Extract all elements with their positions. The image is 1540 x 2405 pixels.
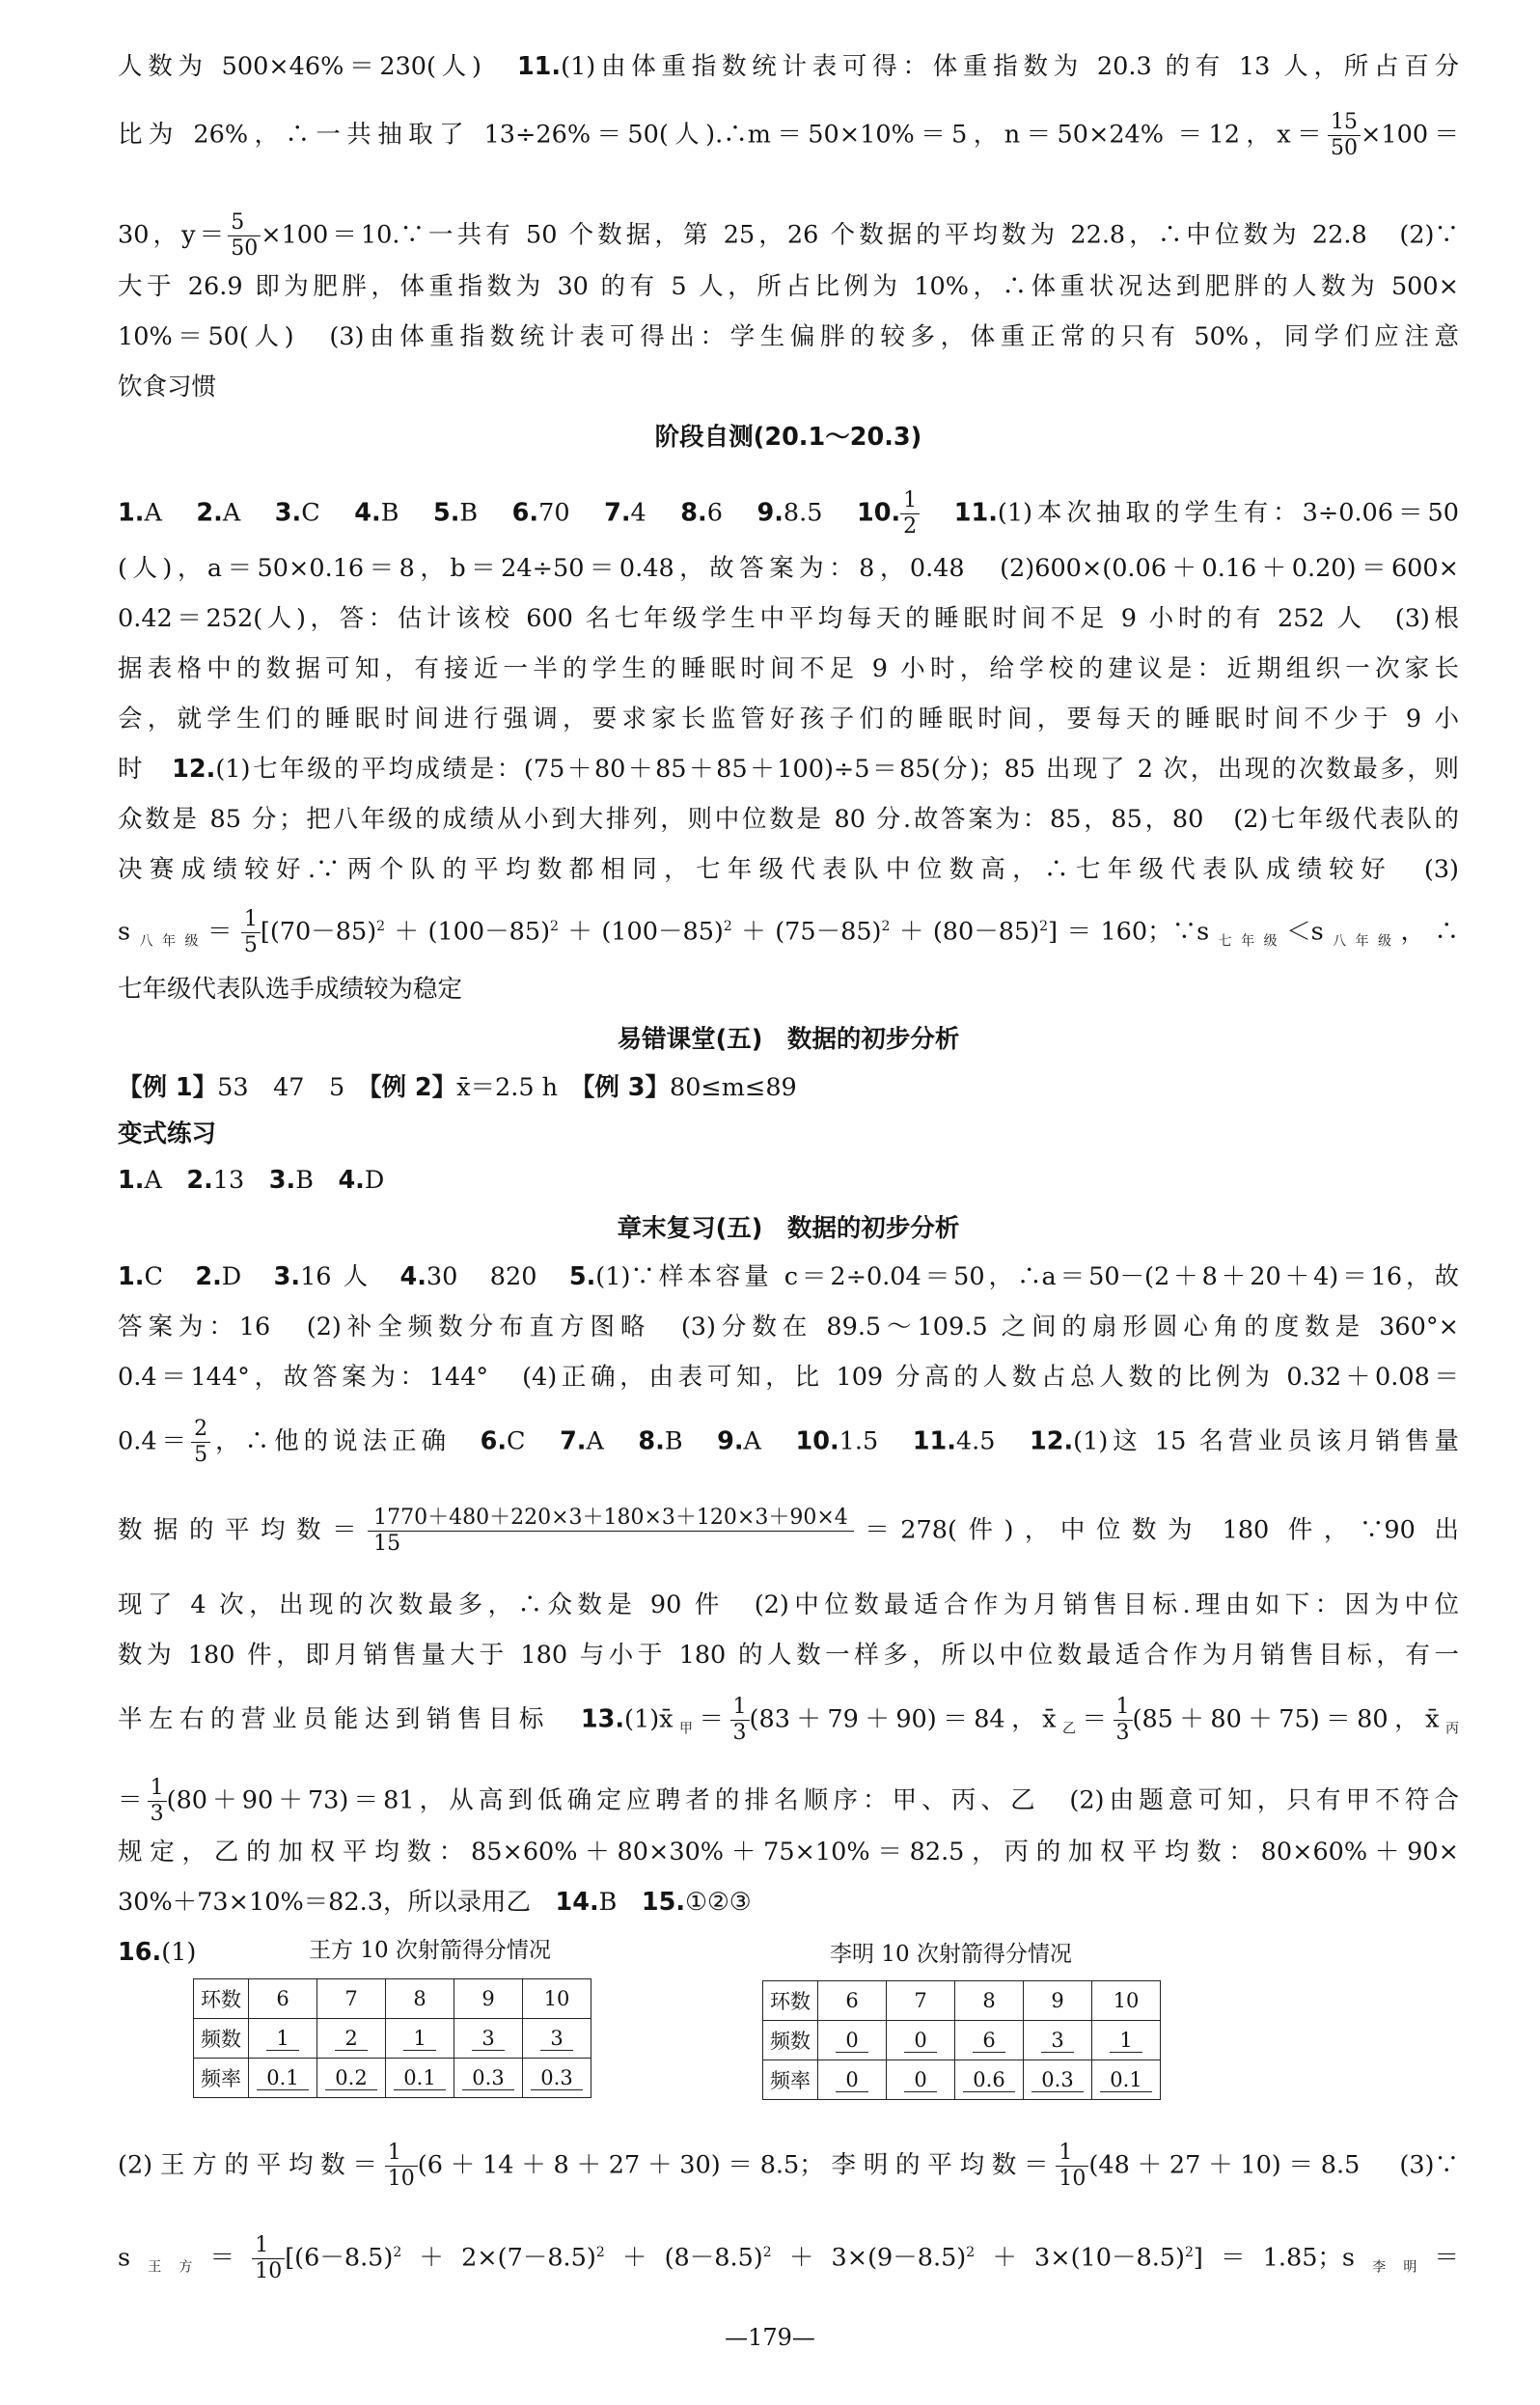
liming-score-table <box>762 1980 1161 2100</box>
table-cell: 0 <box>818 2060 887 2100</box>
table-cell: 0.2 <box>317 2059 386 2098</box>
table-cell: 0 <box>887 2021 955 2060</box>
table-row <box>194 2019 591 2059</box>
table-row <box>194 1979 591 2019</box>
text-line: 现了 4 次，出现的次数最多，∴众数是 90 件 (2)中位数最适合作为月销售目标.理由如下：因为中位 <box>118 1590 1459 1619</box>
text-line: 16.(1) <box>118 1938 197 1967</box>
table-cell: 0.3 <box>454 2059 523 2098</box>
text-line: 10%＝50(人) (3)由体重指数统计表可得出：学生偏胖的较多，体重正常的只有 50%，同学们应注意 <box>118 322 1459 351</box>
fraction: $\frac{1}{5}$ <box>241 907 261 958</box>
text-line: (人)，a＝50×0.16＝8，b＝24÷50＝0.48，故答案为：8，0.48 (2)600×(0.06＋0.16＋0.20)＝600× <box>118 554 1459 583</box>
text-line: $s_{王方}=$ $\frac{1}{10}$ $[(6-8.5)^2+2\times(7-8.5)^2+(8-8.5)^2+3\times(9-8.5)^2+3\times(10-8.5)^2]=1.85$；$s_{李明}=$ <box>118 2233 1459 2283</box>
table-cell: 0.1 <box>249 2059 317 2098</box>
text-line: 时 12.(1)七年级的平均成绩是：(75＋80＋85＋85＋100)÷5＝85(分)；85 出现了 2 次，出现的次数最多，则 <box>118 755 1459 784</box>
text-line: 众数是 85 分；把八年级的成绩从小到大排列，则中位数是 80 分.故答案为：85，85，80 (2)七年级代表队的 <box>118 805 1459 834</box>
table-cell: 3 <box>1024 2021 1092 2060</box>
fraction: $\frac{1}{10}$ <box>385 2141 418 2192</box>
table-cell: 8 <box>955 1981 1024 2021</box>
table-row <box>194 2059 591 2098</box>
text-line: 0.42＝252(人)，答：估计该校 600 名七年级学生中平均每天的睡眠时间不足 9 小时的有 252 人 (3)根 <box>118 604 1459 633</box>
text-line: 半左右的营业员能达到销售目标 $13.(1)x̄_甲=$ $\frac{1}{3}$ (83＋79＋90)＝84，$x̄_乙=$ $\frac{1}{3}$ (85＋80＋75)＝80，$x̄_丙$ <box>118 1695 1459 1745</box>
table-row <box>763 1981 1161 2021</box>
table-cell: 9 <box>1024 1981 1092 2021</box>
fraction: $\frac{1}{2}$ <box>900 488 920 539</box>
table-cell: 10 <box>1092 1981 1161 2021</box>
fraction: $\frac{1}{3}$ <box>148 1776 167 1827</box>
table-cell: 7 <box>317 1979 386 2019</box>
text-line: 数据的平均数＝ $\frac{1770+480+220\times 3+180\times 3+120\times 3+90\times 4}{15}$ ＝278(件)，中位数为 180 件，∵90 出 <box>118 1506 1459 1556</box>
wangfang-score-table <box>193 1978 591 2098</box>
section-heading: 章末复习(五) 数据的初步分析 <box>617 1214 960 1243</box>
text-line: ＝ $\frac{1}{3}$ (80＋90＋73)＝81，从高到低确定应聘者的排名顺序：甲、丙、乙 (2)由题意可知，只有甲不符合 <box>118 1776 1459 1826</box>
table-header-cell: 环数 <box>763 1981 818 2021</box>
text-line: 规定，乙的加权平均数：85×60%＋80×30%＋75×10%＝82.5，丙的加权平均数：80×60%＋90× <box>118 1838 1459 1866</box>
fraction: $\frac{5}{50}$ <box>228 210 261 262</box>
table-cell: 0.3 <box>1024 2060 1092 2100</box>
fraction: $\frac{1}{10}$ <box>1056 2141 1088 2192</box>
page-number: —179— <box>725 2324 815 2351</box>
table-cell: 7 <box>887 1981 955 2021</box>
table-cell: 3 <box>523 2019 591 2059</box>
table-header-cell: 环数 <box>194 1979 249 2019</box>
text-line: 30，y＝ $\frac{5}{50}$ ×100＝10.∵一共有 50 个数据，第 25，26 个数据的平均数为 22.8，∴中位数为 22.8 (2)∵ <box>118 210 1460 261</box>
fraction: $\frac{2}{5}$ <box>191 1417 210 1468</box>
table-row <box>763 2060 1161 2100</box>
table-cell: 1 <box>1092 2021 1161 2060</box>
table-cell: 9 <box>454 1979 523 2019</box>
table-cell: 6 <box>249 1979 317 2019</box>
text-line: 数为 180 件，即月销售量大于 180 与小于 180 的人数一样多，所以中位数最适合作为月销售目标，有一 <box>118 1641 1459 1670</box>
table-cell: 0.6 <box>955 2060 1024 2100</box>
text-line: 据表格中的数据可知，有接近一半的学生的睡眠时间不足 9 小时，给学校的建议是：近期组织一次家长 <box>118 654 1459 683</box>
table-row <box>763 2021 1161 2060</box>
text-line: 0.4＝ $\frac{2}{5}$ ，∴他的说法正确 6.C 7.A 8.B 9.A 10.1.5 11.4.5 12.(1)这 15 名营业员该月销售量 <box>118 1417 1459 1467</box>
table-cell: 0.1 <box>1092 2060 1161 2100</box>
fraction: $\frac{1}{10}$ <box>252 2233 285 2284</box>
table-title-liming: 李明 10 次射箭得分情况 <box>830 1942 1072 1967</box>
fraction: $\frac{1}{3}$ <box>730 1695 750 1746</box>
table-cell: 0.1 <box>386 2059 454 2098</box>
table-cell: 3 <box>454 2019 523 2059</box>
text-line: 0.4＝144°，故答案为：144° (4)正确，由表可知，比 109 分高的人数占总人数的比例为 0.32＋0.08＝ <box>118 1363 1459 1392</box>
text-line: 比为 26%，∴一共抽取了 13÷26%＝50(人).∴m＝50×10%＝5，n＝50×24% ＝12，x＝ $\frac{15}{50}$ ×100＝ <box>118 110 1460 160</box>
table-cell: 1 <box>249 2019 317 2059</box>
table-cell: 6 <box>955 2021 1024 2060</box>
text-line: 1.A 2.A 3.C 4.B 5.B 6.70 7.4 8.6 9.8.5 10. $\frac{1}{2}$ 11.(1)本次抽取的学生有：3÷0.06＝50 <box>118 488 1459 539</box>
text-line: 人数为 500×46%＝230(人) 11.(1)由体重指数统计表可得：体重指数为 20.3 的有 13 人，所占百分 <box>118 52 1459 81</box>
text-line: $s_{八年级}=$ $\frac{1}{5}$ $[(70-85)^2+(100-85)^2+(100-85)^2+(75-85)^2+(80-85)^2]=160$；$\because s_{七年级}<s_{八年级}$，∴ <box>118 907 1459 957</box>
text-line: 1.A 2.13 3.B 4.D <box>118 1166 385 1195</box>
text-line: 30%＋73×10%＝82.3，所以录用乙 14.B 15.①②③ <box>118 1888 752 1917</box>
table-cell: 0 <box>887 2060 955 2100</box>
table-cell: 8 <box>386 1979 454 2019</box>
fraction: $\frac{1}{3}$ <box>1114 1695 1133 1746</box>
section-heading: 易错课堂(五) 数据的初步分析 <box>617 1025 960 1054</box>
table-cell: 6 <box>818 1981 887 2021</box>
text-line: 【例 1】53 47 5 【例 2】x̄＝2.5 h 【例 3】80≤m≤89 <box>118 1073 797 1102</box>
text-line: 饮食习惯 <box>118 373 217 401</box>
table-cell: 0.3 <box>523 2059 591 2098</box>
table-header-cell: 频数 <box>763 2021 818 2060</box>
text-line: 1.C 2.D 3.16 人 4.30 820 5.(1)∵样本容量 c＝2÷0.04＝50，∴a＝50－(2＋8＋20＋4)＝16，故 <box>118 1262 1459 1291</box>
table-header-cell: 频率 <box>763 2060 818 2100</box>
text-line: 决赛成绩较好.∵两个队的平均数都相同，七年级代表队中位数高，∴七年级代表队成绩较好 (3) <box>118 855 1459 884</box>
text-line: 大于 26.9 即为肥胖，体重指数为 30 的有 5 人，所占比例为 10%，∴体重状况达到肥胖的人数为 500× <box>118 272 1459 301</box>
table-title-wangfang: 王方 10 次射箭得分情况 <box>309 1938 551 1963</box>
table-cell: 10 <box>523 1979 591 2019</box>
subsection-heading: 变式练习 <box>118 1120 217 1148</box>
text-line: 七年级代表队选手成绩较为稳定 <box>118 975 463 1004</box>
table-header-cell: 频率 <box>194 2059 249 2098</box>
section-heading: 阶段自测(20.1～20.3) <box>654 423 922 452</box>
fraction: $\frac{15}{50}$ <box>1328 110 1361 161</box>
text-line: 答案为：16 (2)补全频数分布直方图略 (3)分数在 89.5～109.5 之间的扇形圆心角的度数是 360°× <box>118 1313 1459 1341</box>
table-header-cell: 频数 <box>194 2019 249 2059</box>
table-cell: 0 <box>818 2021 887 2060</box>
table-cell: 2 <box>317 2019 386 2059</box>
table-cell: 1 <box>386 2019 454 2059</box>
text-line: 会，就学生们的睡眠时间进行强调，要求家长监管好孩子们的睡眠时间，要每天的睡眠时间不少于 9 小 <box>118 705 1459 733</box>
text-line: (2)王方的平均数＝ $\frac{1}{10}$ (6＋14＋8＋27＋30)＝8.5；李明的平均数＝ $\frac{1}{10}$ (48＋27＋10)＝8.5 (3)∵ <box>118 2141 1460 2191</box>
fraction: $\frac{1770+480+220\times 3+180\times 3+120\times 3+90\times 4}{15}$ <box>368 1506 854 1557</box>
